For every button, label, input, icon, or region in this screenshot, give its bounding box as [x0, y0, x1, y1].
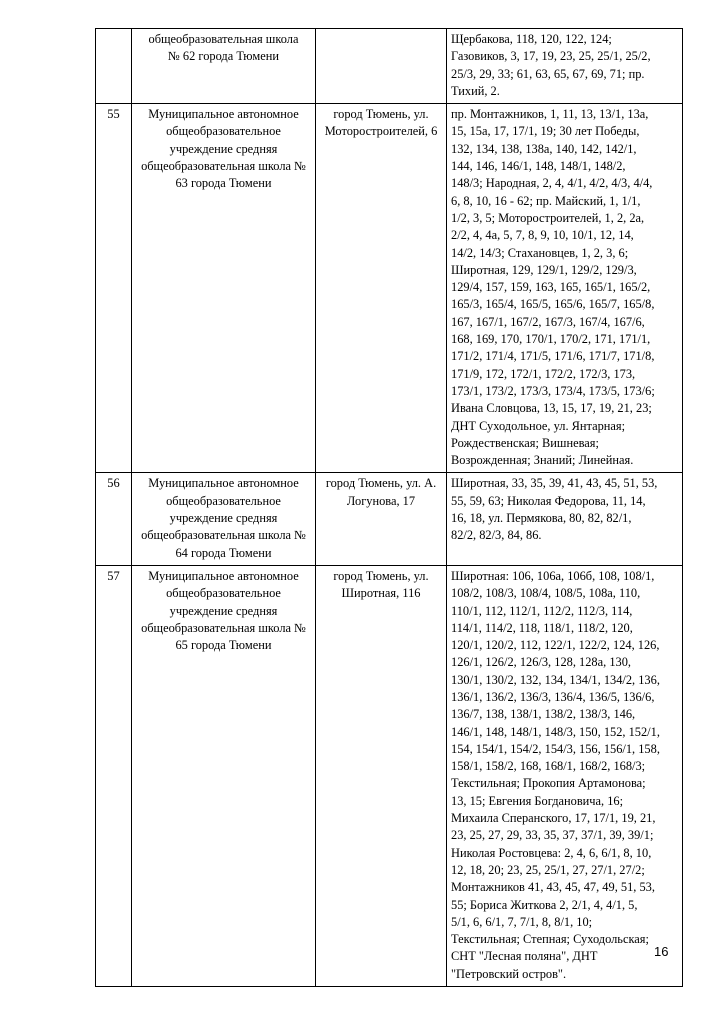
table-row — [96, 104, 683, 473]
row-number: 56 — [96, 473, 132, 565]
schools-table — [95, 28, 683, 987]
assigned-streets: Широтная, 33, 35, 39, 41, 43, 45, 51, 53, 55, 59, 63; Николая Федорова, 11, 14, 16, 18, ул. Пермякова, 80, 82, 82/1, 82/2, 82/3, 84, 86. — [447, 473, 683, 565]
row-number — [96, 29, 132, 104]
assigned-streets: Широтная: 106, 106а, 106б, 108, 108/1, 108/2, 108/3, 108/4, 108/5, 108а, 110, 110/1, 112, 112/1, 112/2, 112/3, 114, 114/1, 114/2, 118, 118/1, 118/2, 120, 120/1, 120/2, 112, 122/1, 122/2, 124, 126, 126/1, 126/2, 126/3, 128, 128а, 130, 130/1, 130/2, 132, 134, 134/1, 134/2, 136, 136/1, 136/2, 136/3, 136/4, 136/5, 136/6, 136/7, 138, 138/1, 138/2, 138/3, 146, 146/1, 148, 148/1, 148/3, 150, 152, 152/1, 154, 154/1, 154/2, 154/3, 156, 156/1, 158, 158/1, 158/2, 168, 168/1, 168/2, 168/3; Текстильная; Прокопия Артамонова; 13, 15; Евгения Богдановича, 16; Михаила Сперанского, 17, 17/1, 19, 21, 23, 25, 27, 29, 33, 35, 37, 37/1, 39, 39/1; Николая Ростовцева: 2, 4, 6, 6/1, 8, 10, 12, 18, 20; 23, 25, 25/1, 27, 27/1, 27/2; Монтажников 41, 43, 45, 47, 49, 51, 53, 55; Бориса Житкова 2, 2/1, 4, 4/1, 5, 5/1, 6, 6/1, 7, 7/1, 8, 8/1, 10; Текстильная; Степная; Суходольская; СНТ "Лесная поляна", ДНТ "Петровский остров". — [447, 565, 683, 986]
school-name: Муниципальное автономное общеобразовательное учреждение средняя общеобразовательная школа № 65 города Тюмени — [132, 565, 316, 986]
school-name: общеобразовательная школа № 62 города Тюмени — [132, 29, 316, 104]
table-row — [96, 473, 683, 565]
school-address: город Тюмень, ул. Широтная, 116 — [316, 565, 447, 986]
assigned-streets: Щербакова, 118, 120, 122, 124; Газовиков, 3, 17, 19, 23, 25, 25/1, 25/2, 25/3, 29, 33; 61, 63, 65, 67, 69, 71; пр. Тихий, 2. — [447, 29, 683, 104]
school-address: город Тюмень, ул. А. Логунова, 17 — [316, 473, 447, 565]
row-number: 57 — [96, 565, 132, 986]
table-row — [96, 29, 683, 104]
school-address — [316, 29, 447, 104]
assigned-streets: пр. Монтажников, 1, 11, 13, 13/1, 13а, 15, 15а, 17, 17/1, 19; 30 лет Победы, 132, 134, 138, 138а, 140, 142, 142/1, 144, 146, 146/1, 148, 148/1, 148/2, 148/3; Народная, 2, 4, 4/1, 4/2, 4/3, 4/4, 6, 8, 10, 16 - 62; пр. Майский, 1, 1/1, 1/2, 3, 5; Моторостроителей, 1, 2, 2а, 2/2, 4, 4а, 5, 7, 8, 9, 10, 10/1, 12, 14, 14/2, 14/3; Стахановцев, 1, 2, 3, 6; Широтная, 129, 129/1, 129/2, 129/3, 129/4, 157, 159, 163, 165, 165/1, 165/2, 165/3, 165/4, 165/5, 165/6, 165/7, 165/8, 167, 167/1, 167/2, 167/3, 167/4, 167/6, 168, 169, 170, 170/1, 170/2, 171, 171/1, 171/2, 171/4, 171/5, 171/6, 171/7, 171/8, 171/9, 172, 172/1, 172/2, 172/3, 173, 173/1, 173/2, 173/3, 173/4, 173/5, 173/6; Ивана Словцова, 13, 15, 17, 19, 21, 23; ДНТ Суходольное, ул. Янтарная; Рождественская; Вишневая; Возрожденная; Знаний; Линейная. — [447, 104, 683, 473]
school-address: город Тюмень, ул. Моторостроителей, 6 — [316, 104, 447, 473]
table-row — [96, 565, 683, 986]
page-number: 16 — [654, 944, 669, 959]
school-name: Муниципальное автономное общеобразовательное учреждение средняя общеобразовательная школа № 63 города Тюмени — [132, 104, 316, 473]
row-number: 55 — [96, 104, 132, 473]
school-name: Муниципальное автономное общеобразовательное учреждение средняя общеобразовательная школа № 64 города Тюмени — [132, 473, 316, 565]
